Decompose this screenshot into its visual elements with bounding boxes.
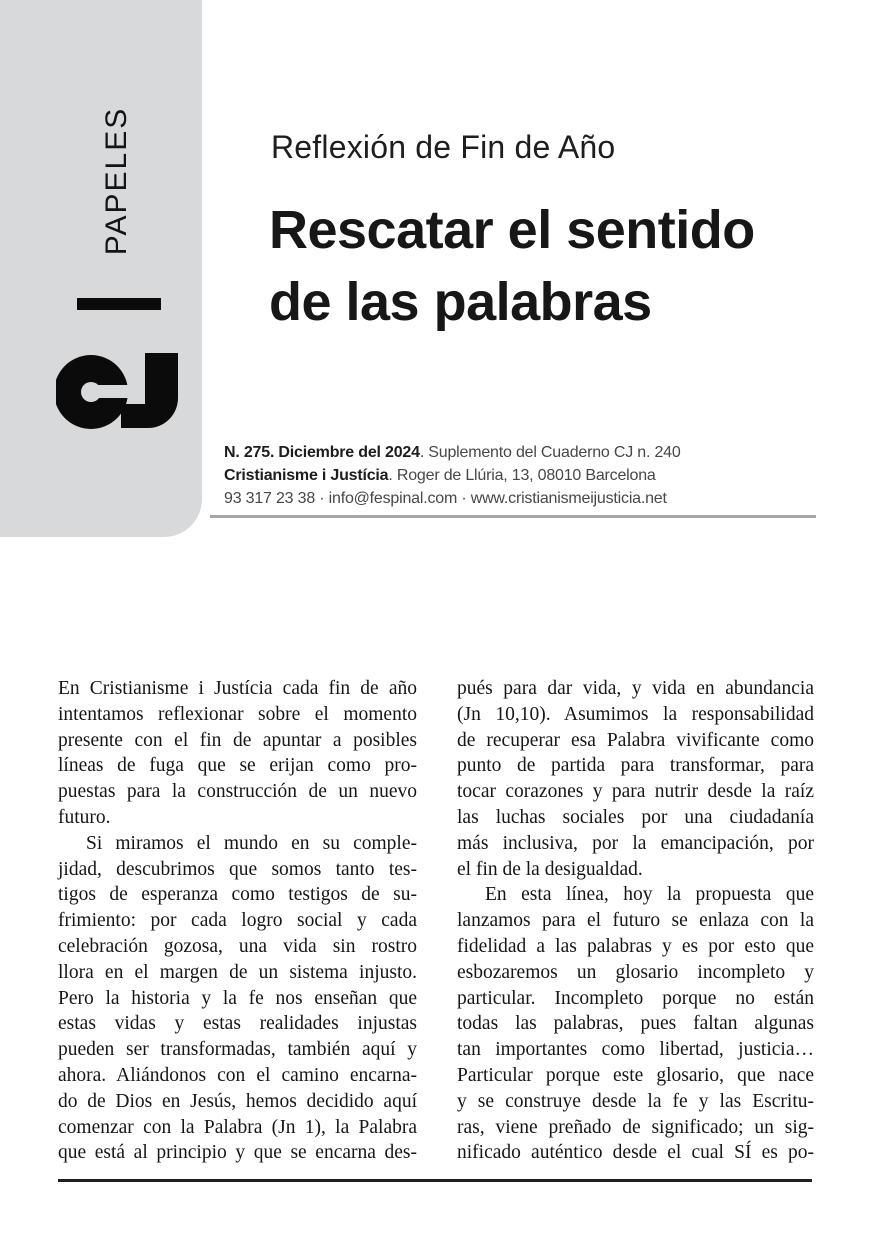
body-line: puestas para la construcción de un nuevo bbox=[58, 781, 417, 803]
body-line: las luchas sociales por una ciudadanía bbox=[457, 806, 814, 828]
page-subtitle: Reflexión de Fin de Año bbox=[271, 129, 616, 165]
body-line: ahora. Aliándonos con el camino encarna- bbox=[58, 1064, 417, 1086]
body-line: intentamos reflexionar sobre el momento bbox=[58, 703, 417, 725]
body-line: Pero la historia y la fe nos enseñan que bbox=[58, 987, 417, 1009]
body-line: de recuperar esa Palabra vivificante como bbox=[457, 729, 814, 751]
body-line: fidelidad a las palabras y es por esto que bbox=[457, 935, 814, 957]
bottom-rule bbox=[58, 1179, 812, 1182]
title-line: de las palabras bbox=[269, 272, 652, 332]
body-line: pués para dar vida, y vida en abundancia bbox=[457, 678, 814, 699]
title-line: Rescatar el sentido bbox=[269, 200, 755, 260]
issue-line: N. 275. Diciembre del 2024. Suplemento del Cuaderno CJ n. 240 bbox=[224, 444, 681, 461]
masthead-divider-bar bbox=[77, 298, 161, 310]
body-line: celebración gozosa, una vida sin rostro bbox=[58, 935, 417, 957]
body-line: lanzamos para el futuro se enlaza con la bbox=[457, 910, 814, 932]
body-line: esbozaremos un glosario incompleto y bbox=[457, 961, 814, 983]
body-column-left bbox=[58, 676, 417, 1166]
body-line: jidad, descubrimos que somos tanto tes- bbox=[58, 858, 417, 880]
body-line: particular. Incompleto porque no están bbox=[457, 987, 814, 1009]
body-line: llora en el margen de un sistema injusto. bbox=[58, 961, 417, 983]
body-line: presente con el fin de apuntar a posibles bbox=[58, 729, 417, 751]
body-line: (Jn 10,10). Asumimos la responsabilidad bbox=[457, 703, 814, 725]
c-letter-shape bbox=[56, 355, 131, 429]
body-line: todas las palabras, pues faltan algunas bbox=[457, 1013, 814, 1035]
body-line: frimiento: por cada logro social y cada bbox=[58, 910, 417, 932]
masthead-panel bbox=[0, 0, 202, 537]
body-line: futuro. bbox=[58, 806, 111, 828]
body-line: líneas de fuga que se erijan como pro- bbox=[58, 755, 417, 777]
body-line: pueden ser transformadas, también aquí y bbox=[58, 1039, 417, 1061]
body-line: nificado auténtico desde el cual SÍ es po- bbox=[457, 1142, 814, 1164]
body-line: Particular porque este glosario, que nace bbox=[457, 1064, 814, 1086]
body-line: el fin de la desigualdad. bbox=[457, 858, 643, 880]
body-line: tocar corazones y para nutrir desde la raíz bbox=[457, 781, 814, 803]
contact-line: 93 317 23 38 · info@fespinal.com · www.cristianismeijusticia.net bbox=[224, 490, 667, 507]
page-title bbox=[269, 194, 755, 338]
body-line: En esta línea, hoy la propuesta que bbox=[485, 884, 814, 906]
body-line: tan importantes como libertad, justicia… bbox=[457, 1039, 814, 1061]
header-rule bbox=[210, 515, 816, 518]
body-line: En Cristianisme i Justícia cada fin de año bbox=[58, 678, 417, 699]
body-line: comenzar con la Palabra (Jn 1), la Palabra bbox=[58, 1116, 417, 1138]
body-column-right bbox=[457, 676, 814, 1166]
body-line: tigos de esperanza como testigos de su- bbox=[58, 884, 417, 906]
body-line: do de Dios en Jesús, hemos decidido aquí bbox=[58, 1090, 417, 1112]
body-line: ras, viene preñado de significado; un sig- bbox=[457, 1116, 814, 1138]
cj-logo bbox=[56, 352, 181, 432]
body-line: y se construye desde la fe y las Escritu- bbox=[457, 1090, 814, 1112]
org-line: Cristianisme i Justícia. Roger de Llúria, 13, 08010 Barcelona bbox=[224, 467, 656, 484]
papeles-vertical-label: PAPELES bbox=[100, 106, 133, 256]
body-line: más inclusiva, por la emancipación, por bbox=[457, 832, 814, 854]
body-line: Si miramos el mundo en su comple- bbox=[86, 832, 417, 854]
issue-info bbox=[224, 441, 681, 510]
body-line: punto de partida para transformar, para bbox=[457, 755, 814, 777]
body-line: que está al principio y que se encarna des- bbox=[58, 1142, 417, 1164]
body-line: estas vidas y estas realidades injustas bbox=[58, 1013, 417, 1035]
